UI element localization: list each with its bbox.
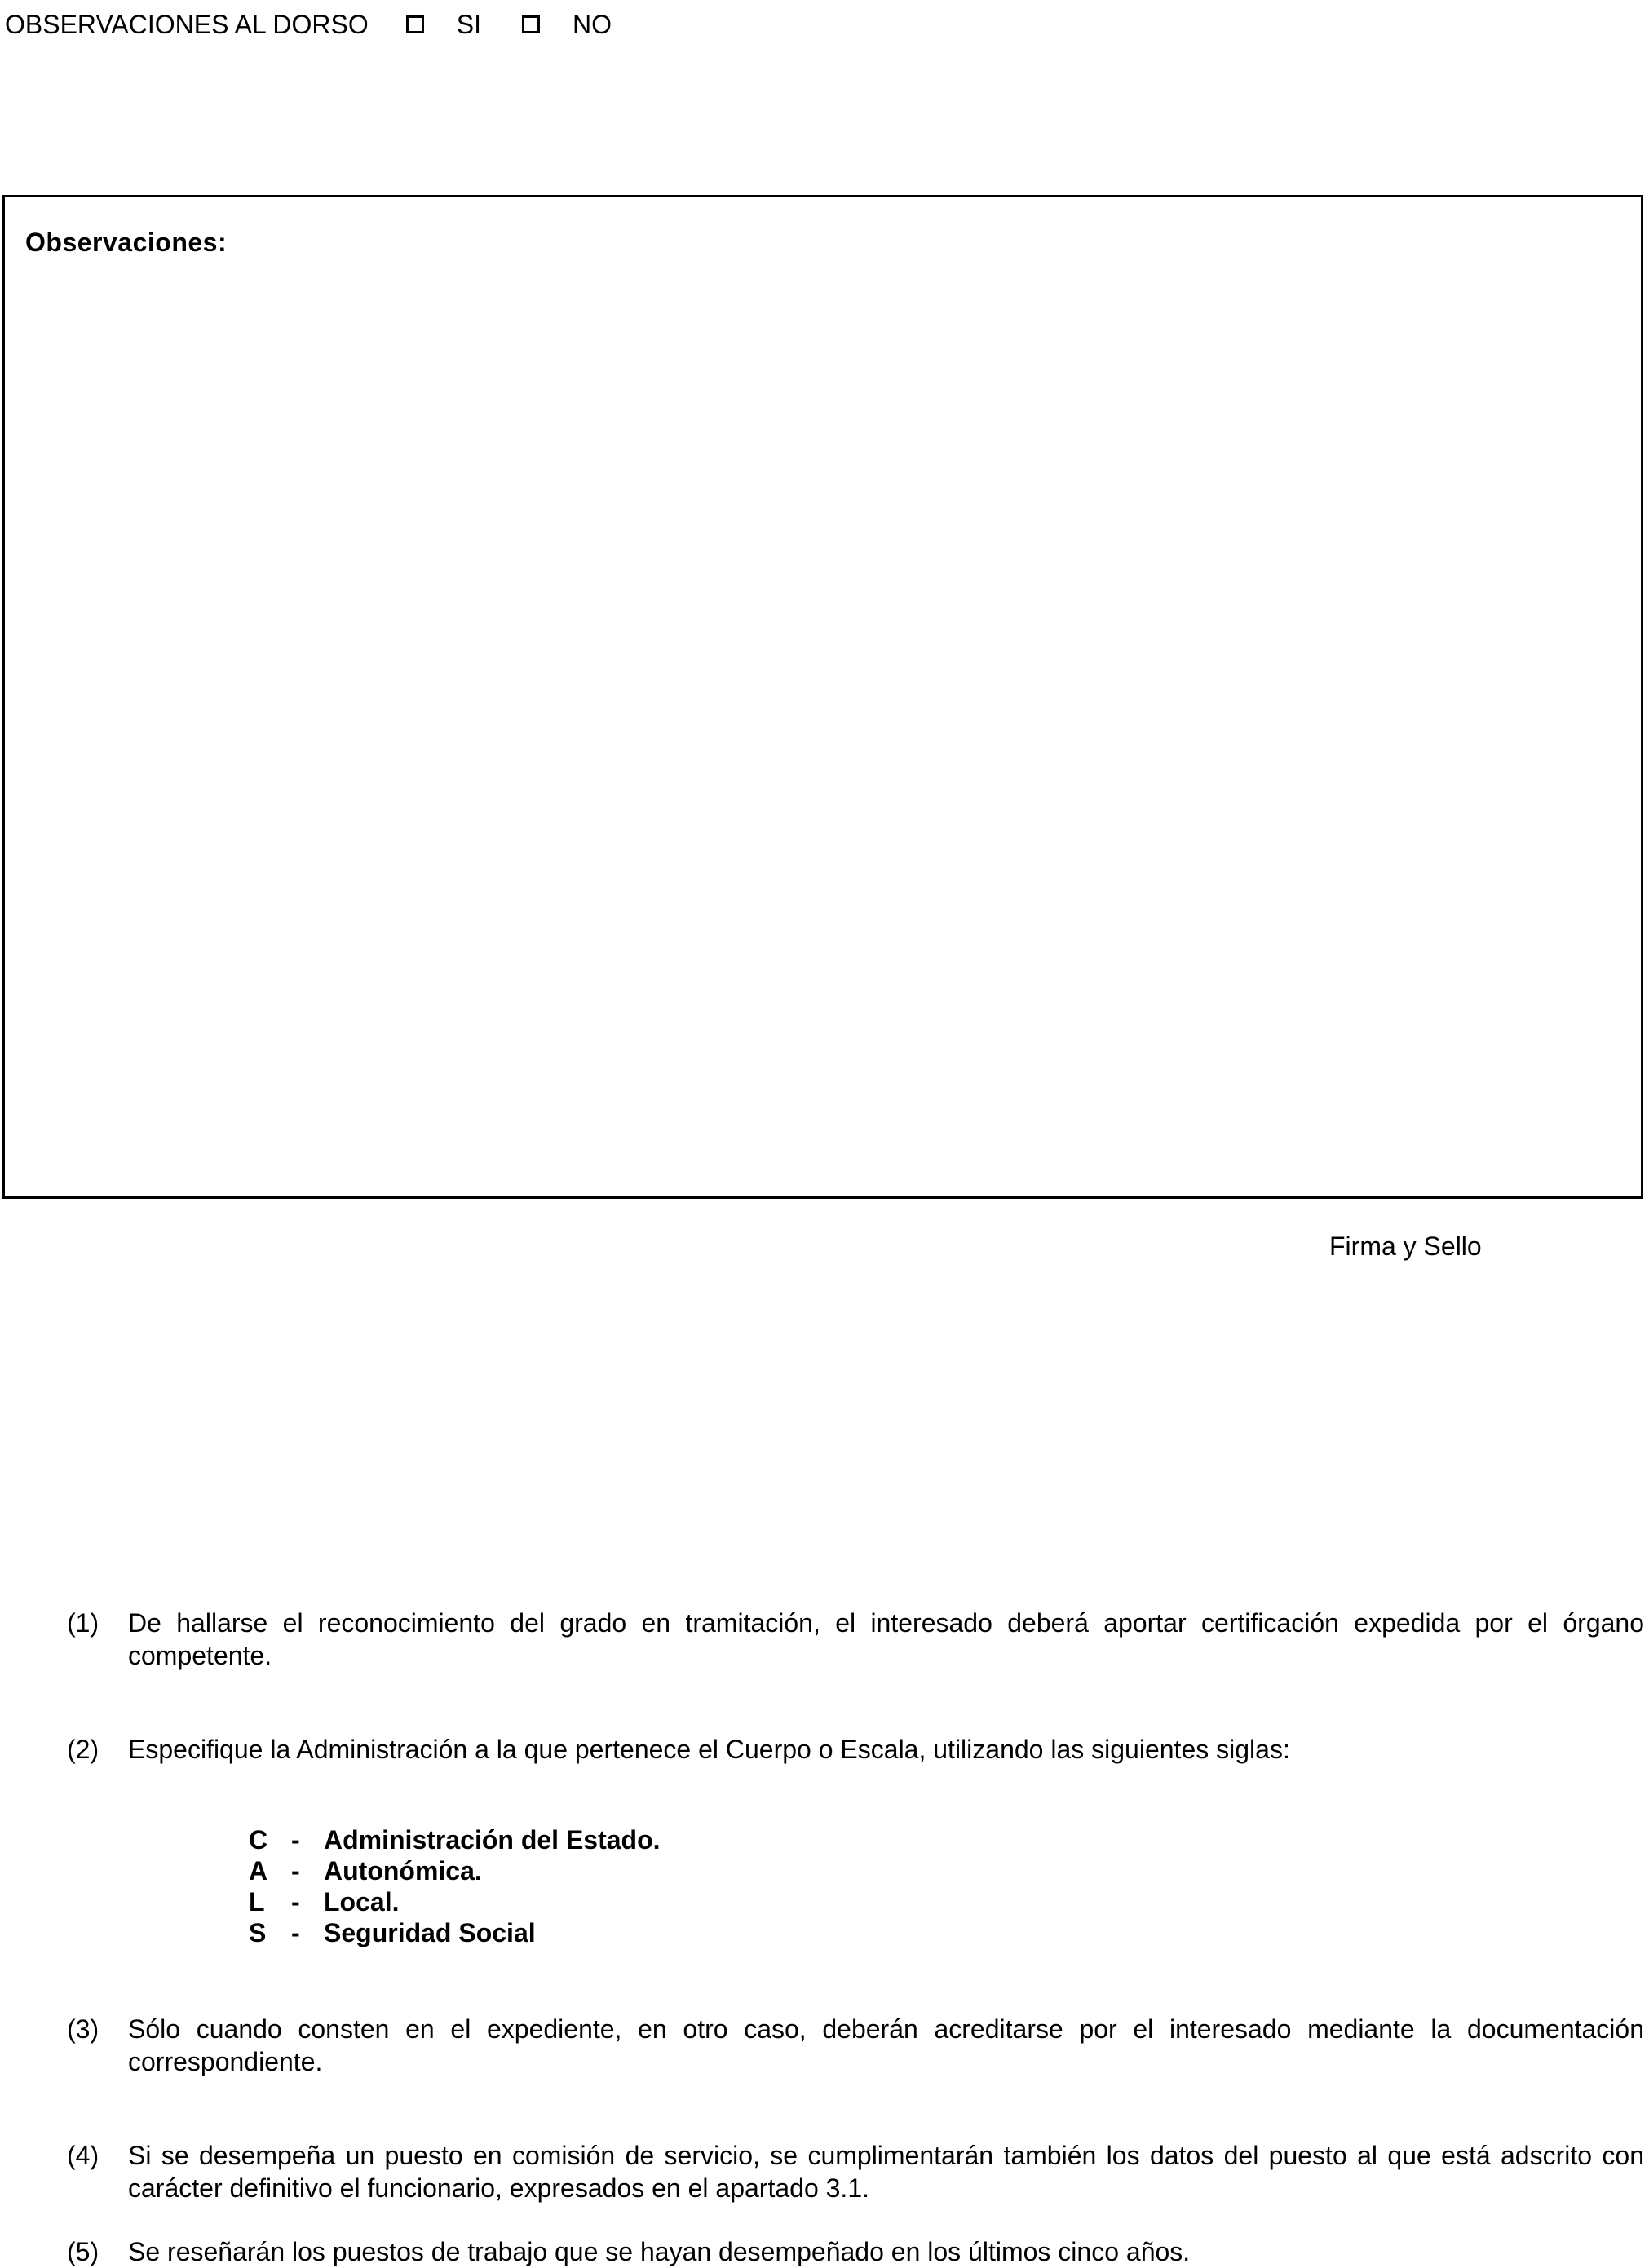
footnote-number: (4) [67,2141,99,2170]
sigla-dash: - [291,1918,300,1947]
footnote-3 [0,2013,1644,2078]
observaciones-box[interactable] [2,195,1643,1199]
sigla-dash: - [291,1887,300,1917]
footnote-text: Especifique la Administración a la que pertenece el Cuerpo o Escala, utilizando las siguientes siglas: [128,1735,1290,1764]
observaciones-title: Observaciones: [25,228,228,257]
sigla-description: Seguridad Social [324,1918,536,1947]
footnote-4 [0,2139,1644,2204]
sigla-code: A [249,1856,268,1886]
footnote-text: De hallarse el reconocimiento del grado en tramitación, el interesado deberá aportar certificación expedida por el órgano competente. [128,1608,1644,1670]
footnote-number: (3) [67,2014,99,2044]
sigla-description: Autonómica. [324,1856,482,1886]
footnote-text: Se reseñarán los puestos de trabajo que se hayan desempeñado en los últimos cinco años. [128,2237,1191,2266]
sigla-description: Local. [324,1887,400,1917]
si-checkbox[interactable] [406,15,424,33]
sigla-code: C [249,1825,268,1855]
footnote-number: (1) [67,1608,99,1638]
sigla-code: S [249,1918,267,1947]
sigla-item [249,1886,661,1917]
footnote-number: (5) [67,2237,99,2266]
footnote-text: Si se desempeña un puesto en comisión de servicio, se cumplimentarán también los datos del puesto al que está adscrito con carácter definitivo el funcionario, expresados en el apartado 3.1. [128,2141,1644,2203]
sigla-item [249,1917,661,1948]
sigla-item [249,1855,661,1886]
no-label: NO [573,9,612,39]
sigla-code: L [249,1887,265,1917]
footnote-text: Sólo cuando consten en el expediente, en otro caso, deberán acreditarse por el interesado mediante la documentación correspondiente. [128,2014,1644,2076]
footnote-2 [0,1733,1644,1766]
sigla-dash: - [291,1825,300,1855]
observaciones-al-dorso-label: OBSERVACIONES AL DORSO [5,9,369,39]
observaciones-al-dorso-row [5,7,612,42]
no-checkbox[interactable] [522,15,540,33]
si-label: SI [456,9,481,39]
sigla-dash: - [291,1856,300,1886]
sigla-description: Administración del Estado. [324,1825,661,1855]
sigla-item [249,1824,661,1855]
siglas-list [249,1824,661,1948]
footnote-5 [0,2235,1644,2268]
footnote-1 [0,1607,1644,1672]
firma-y-sello-label: Firma y Sello [1329,1231,1482,1261]
footnote-number: (2) [67,1735,99,1764]
